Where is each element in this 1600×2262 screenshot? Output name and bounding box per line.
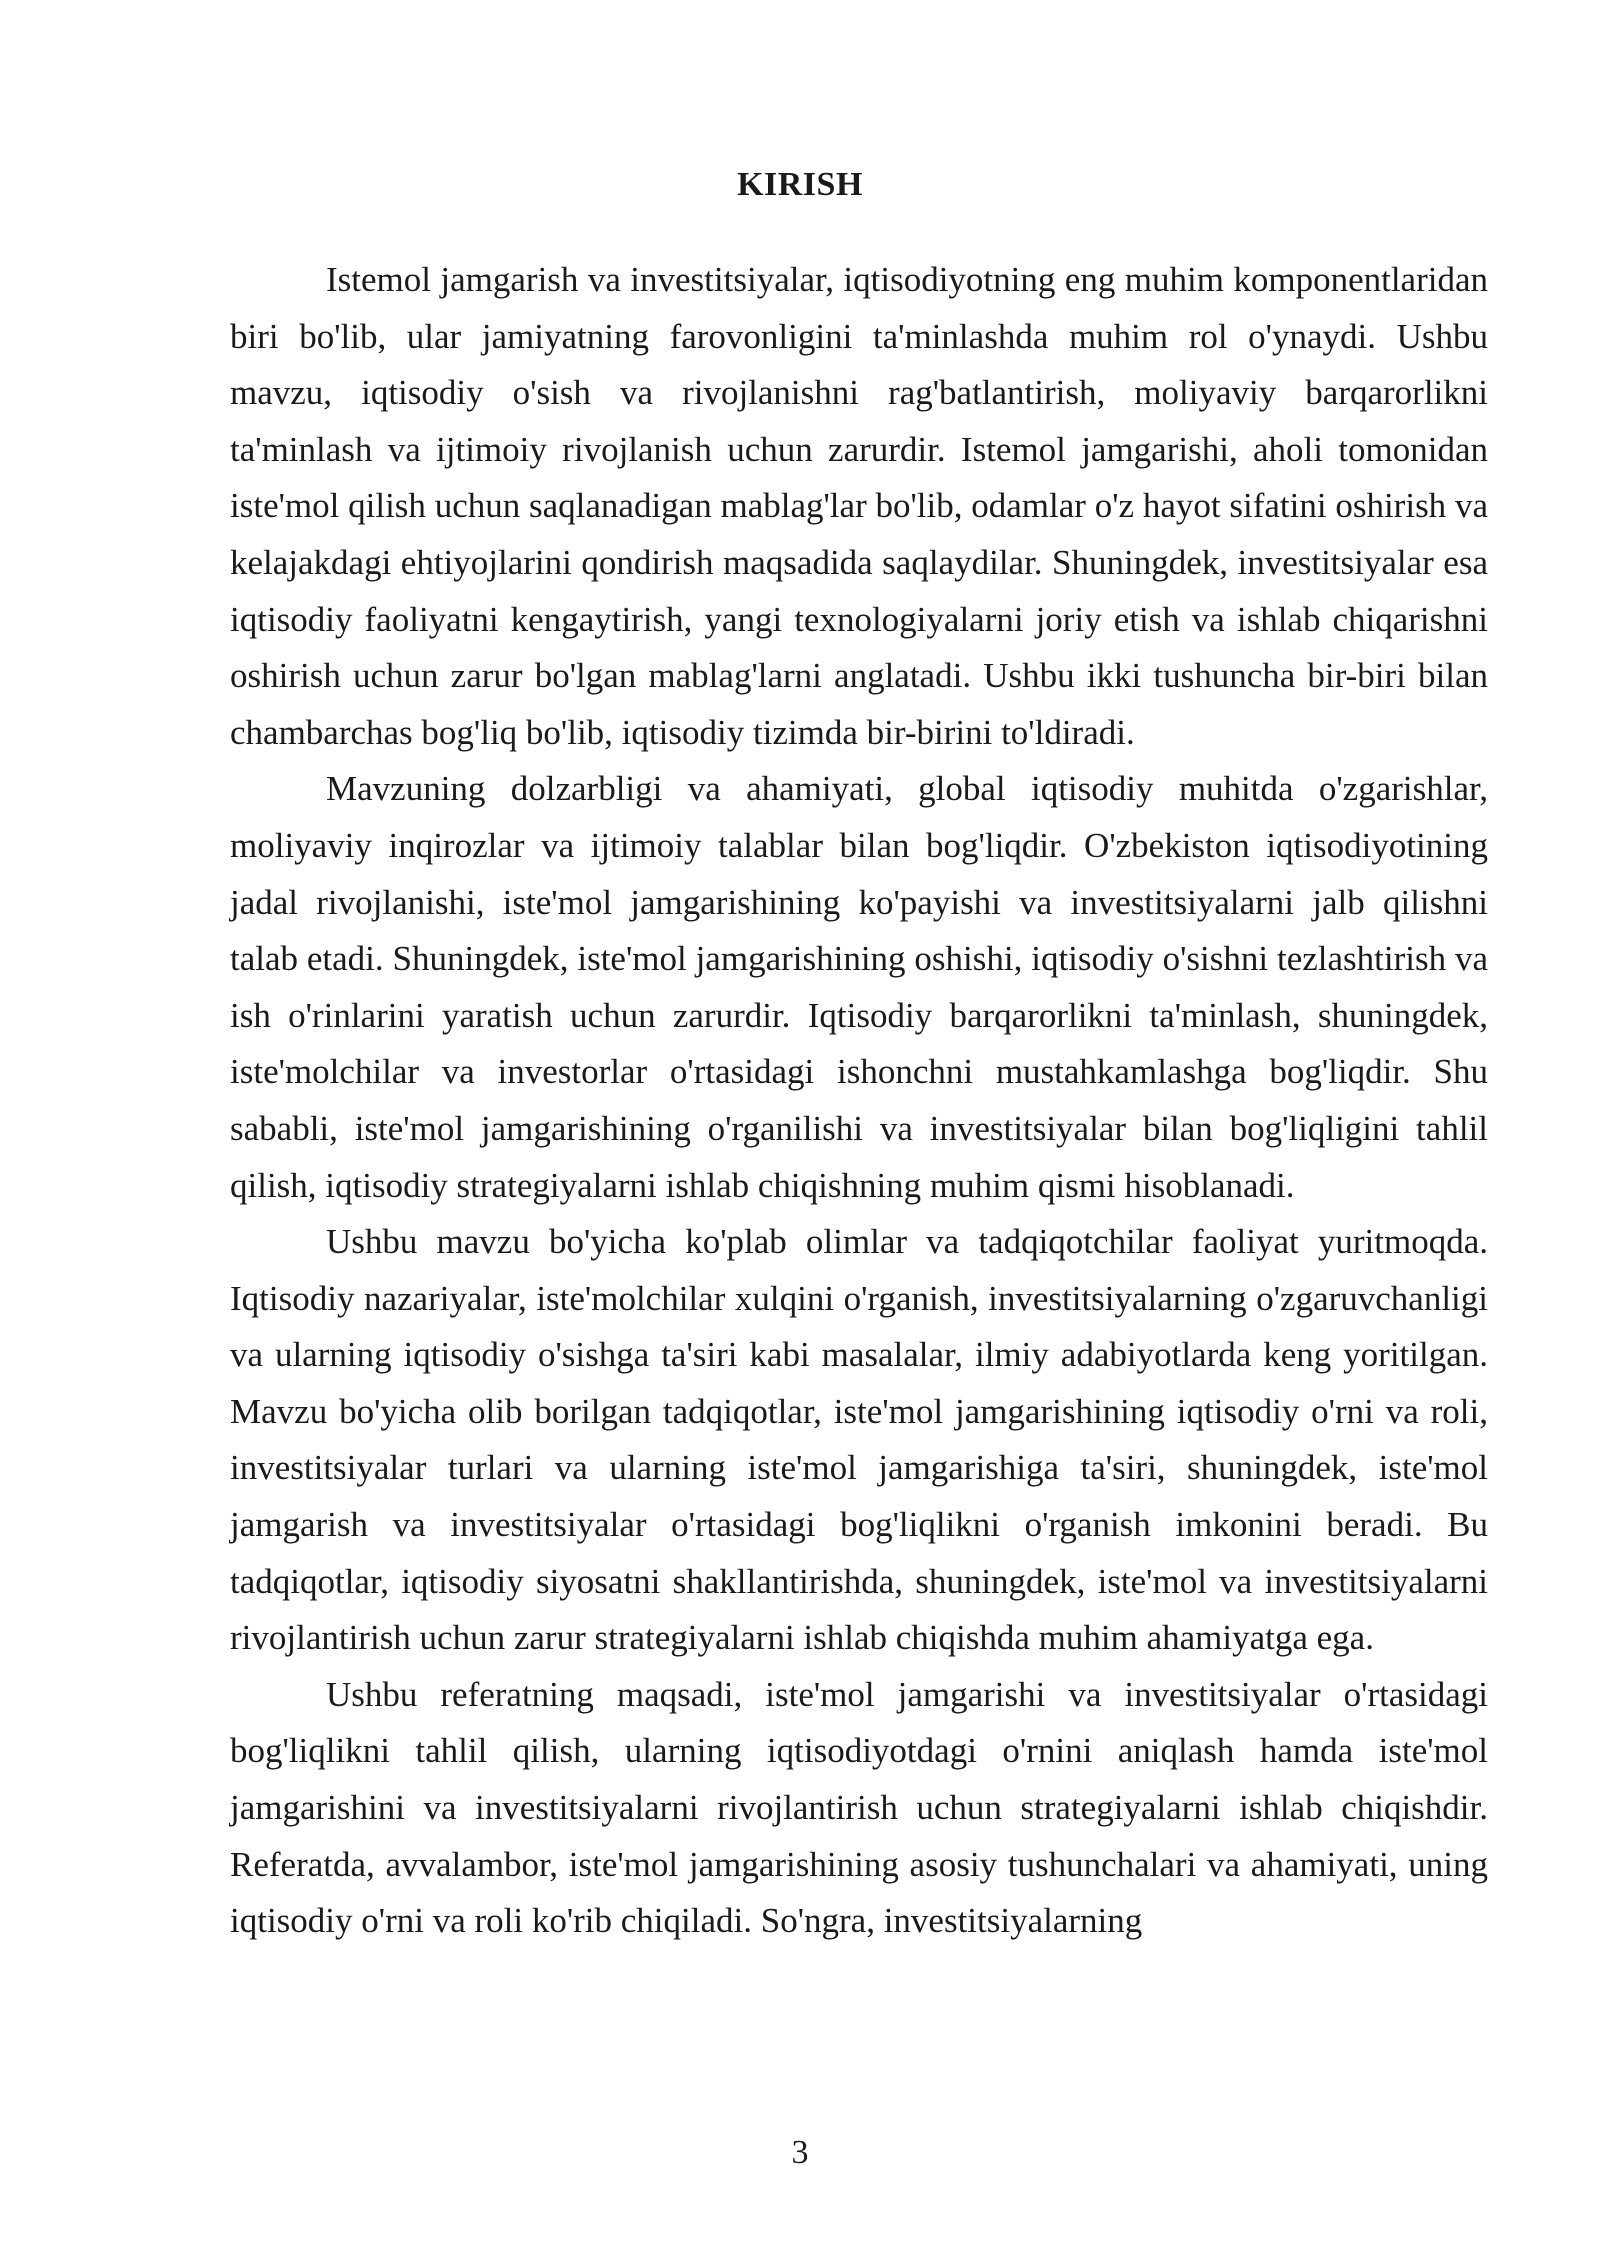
page-heading: KIRISH bbox=[737, 166, 863, 203]
paragraph-1: Istemol jamgarish va investitsiyalar, iqtisodiyotning eng muhim komponentlaridan biri bo'lib, ular jamiyatning farovonligini ta'minlashda muhim rol o'ynaydi. Ushbu mavzu, iqtisodiy o'sish va rivojlanishni rag'batlantirish, moliyaviy barqarorlikni ta'minlash va ijtimoiy rivojlanish uchun zarurdir. Istemol jamgarishi, aholi tomonidan iste'mol qilish uchun saqlanadigan mablag'lar bo'lib, odamlar o'z hayot sifatini oshirish va kelajakdagi ehtiyojlarini qondirish maqsadida saqlaydilar. Shuningdek, investitsiyalar esa iqtisodiy faoliyatni kengaytirish, yangi texnologiyalarni joriy etish va ishlab chiqarishni oshirish uchun zarur bo'lgan mablag'larni anglatadi. Ushbu ikki tushuncha bir-biri bilan chambarchas bog'liq bo'lib, iqtisodiy tizimda bir-birini to'ldiradi. bbox=[230, 260, 1488, 752]
body-text bbox=[230, 252, 1488, 1950]
paragraph-2: Mavzuning dolzarbligi va ahamiyati, global iqtisodiy muhitda o'zgarishlar, moliyaviy inqirozlar va ijtimoiy talablar bilan bog'liqdir. O'zbekiston iqtisodiyotining jadal rivojlanishi, iste'mol jamgarishining ko'payishi va investitsiyalarni jalb qilishni talab etadi. Shuningdek, iste'mol jamgarishining oshishi, iqtisodiy o'sishni tezlashtirish va ish o'rinlarini yaratish uchun zarurdir. Iqtisodiy barqarorlikni ta'minlash, shuningdek, iste'molchilar va investorlar o'rtasidagi ishonchni mustahkamlashga bog'liqdir. Shu sababli, iste'mol jamgarishining o'rganilishi va investitsiyalar bilan bog'liqligini tahlil qilish, iqtisodiy strategiyalarni ishlab chiqishning muhim qismi hisoblanadi. bbox=[230, 769, 1488, 1205]
paragraph-3: Ushbu mavzu bo'yicha ko'plab olimlar va tadqiqotchilar faoliyat yuritmoqda. Iqtisodiy nazariyalar, iste'molchilar xulqini o'rganish, investitsiyalarning o'zgaruvchanligi va ularning iqtisodiy o'sishga ta'siri kabi masalalar, ilmiy adabiyotlarda keng yoritilgan. Mavzu bo'yicha olib borilgan tadqiqotlar, iste'mol jamgarishining iqtisodiy o'rni va roli, investitsiyalar turlari va ularning iste'mol jamgarishiga ta'siri, shuningdek, iste'mol jamgarish va investitsiyalar o'rtasidagi bog'liqlikni o'rganish imkonini beradi. Bu tadqiqotlar, iqtisodiy siyosatni shakllantirishda, shuningdek, iste'mol va investitsiyalarni rivojlantirish uchun zarur strategiyalarni ishlab chiqishda muhim ahamiyatga ega. bbox=[230, 1222, 1488, 1658]
paragraph-4: Ushbu referatning maqsadi, iste'mol jamgarishi va investitsiyalar o'rtasidagi bog'liqlikni tahlil qilish, ularning iqtisodiyotdagi o'rnini aniqlash hamda iste'mol jamgarishini va investitsiyalarni rivojlantirish uchun strategiyalarni ishlab chiqishdir. Referatda, avvalambor, iste'mol jamgarishining asosiy tushunchalari va ahamiyati, uning iqtisodiy o'rni va roli ko'rib chiqiladi. So'ngra, investitsiyalarning bbox=[230, 1674, 1488, 1941]
page-number: 3 bbox=[791, 2134, 809, 2171]
